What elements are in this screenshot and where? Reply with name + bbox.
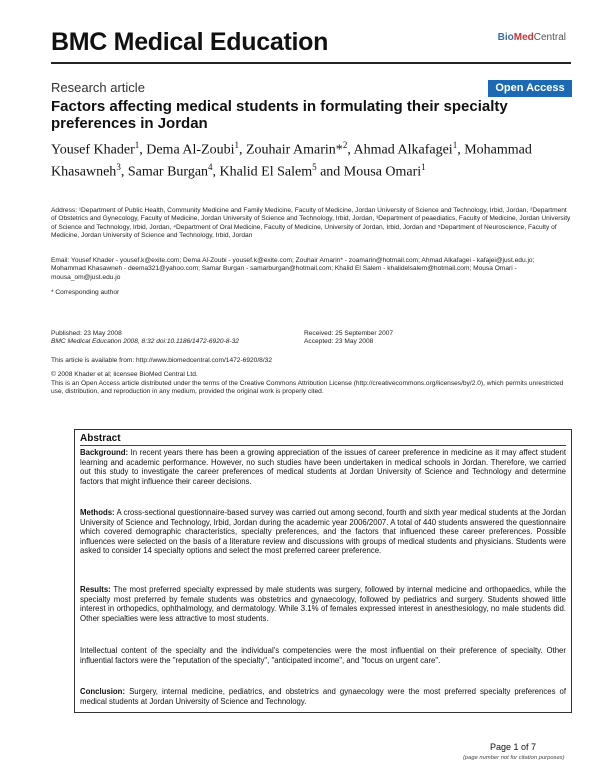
author-list: Yousef Khader$^1$, Dema Al-Zoubi$^1$, Zouhair Amarin*$^2$, Ahmad Alkafagei$^1$, Mohammad Khasawneh$^3$, Samar Burgan$^4$, Khalid El Salem$^5$ and Mousa Omari$^1$	[51, 140, 532, 180]
article-title: Factors affecting medical students in formulating their specialty preferences in Jordan	[51, 98, 508, 132]
abstract-conclusion: Conclusion: Surgery, internal medicine, pediatrics, and obstetrics and gynaecology were the most preferred specialty preferences of medical students at Jordan University of Science and Technology.	[80, 687, 566, 706]
published-date: Published: 23 May 2008	[51, 330, 122, 337]
abstract-results: Results: The most preferred specialty expressed by male students was surgery, followed by internal medicine and orthopaedics, while the specialty most preferred by female students was obstetrics and gynaecology, followed by pediatrics and surgery. Students showed little interest in orthopedics, ophthalmology, and dermatology. While 3.1% of females expressed interest in anesthesiology, no male students did. Other specialties were less attractive to most students.	[80, 585, 566, 623]
publisher-logo-text: BioMedCentral	[497, 32, 566, 43]
received-date: Received: 25 September 2007	[304, 330, 394, 337]
article-type: Research article	[51, 80, 145, 95]
abstract-background: Background: In recent years there has been a growing appreciation of the issues of career preference in medicine as it may affect student learning and academic performance. However, no such studies have been undertaken in medical schools in Jordan. Therefore, we carried out this study to investigate the career preferences of medical students at Jordan University of Science and Technology and determine factors that might influence their career decisions.	[80, 448, 566, 486]
page-number: Page 1 of 7	[490, 742, 537, 752]
abstract-results-continued: Intellectual content of the specialty and the individual's competencies were the most influential on their preference of specialty. Other influential factors were the "reputation of the specialty", "anticipated income", and "focus on urgent care".	[80, 646, 566, 665]
abstract-heading: Abstract	[80, 433, 121, 444]
abstract-divider	[80, 445, 566, 446]
submission-dates	[304, 330, 564, 347]
author-emails: Email: Yousef Khader - yousef.k@exite.com; Dema Al-Zoubi - yousef.k@exite.com; Zouhair Amarin* - zoamarin@hotmail.com; Ahmad Alkafagei - kafajei@just.edu.jo; Mohammad Khasawneh - deema321@yahoo.com; Samar Burgan - samarburgan@hotmail.com; Khalid El Salem - khalidelsalem@hotmail.com; Mousa Omari - mousa_om@just.edu.jo	[51, 257, 535, 281]
publication-info	[51, 330, 311, 347]
corresponding-note: * Corresponding author	[51, 289, 120, 296]
journal-title: BMC Medical Education	[51, 28, 329, 56]
citation: BMC Medical Education 2008, 8:32 doi:10.1186/1472-6920-8-32	[51, 338, 239, 346]
accepted-date: Accepted: 23 May 2008	[304, 338, 374, 346]
biomed-central-logo	[486, 32, 566, 56]
author-addresses: Address: ¹Department of Public Health, Community Medicine and Family Medicine, Faculty of Medicine, Jordan University of Science and Technology, Irbid, Jordan, ²Department of Obstetrics and Gynecology, Faculty of Medicine, Jordan University of Science and Technology, Irbid, Jordan, ³Department of peaediatics, Faculty of Medicine, Jordan University of Science and Technology, Irbid, Jordan, ⁴Department of Oral Medicine, Faculty of Medicine, University of Jordan, Irbid, Jordan and ⁵Department of Neuroscience, Faculty of Medicine, Jordan University of Science and Technology, Irbid, Jordan	[51, 207, 571, 240]
abstract-methods: Methods: A cross-sectional questionnaire-based survey was carried out among second, fourth and sixth year medical students at the Jordan University of Science and Technology, Irbid, Jordan during the academic year 2006/2007. A total of 440 students answered the questionnaire which covered demographic characteristics, specialty preferences, and the factors that influenced these career preferences. Possible influences were selected on the basis of a literature review and discussions with groups of medical students and physicians. Students were asked to consider 14 specialty options and select the most preferred career preference.	[80, 508, 566, 556]
copyright: © 2008 Khader et al; licensee BioMed Central Ltd.	[51, 371, 198, 378]
page-number-note: (page number not for citation purposes)	[463, 755, 565, 761]
license-text: This is an Open Access article distributed under the terms of the Creative Commons Attribution License (http://creativecommons.org/licenses/by/2.0), which permits unrestricted use, distribution, and reproduction in any medium, provided the original work is properly cited.	[51, 380, 564, 396]
header-divider	[51, 62, 571, 64]
availability-link[interactable]: This article is available from: http://www.biomedcentral.com/1472-6920/8/32	[51, 357, 272, 364]
open-access-badge: Open Access	[488, 80, 572, 97]
